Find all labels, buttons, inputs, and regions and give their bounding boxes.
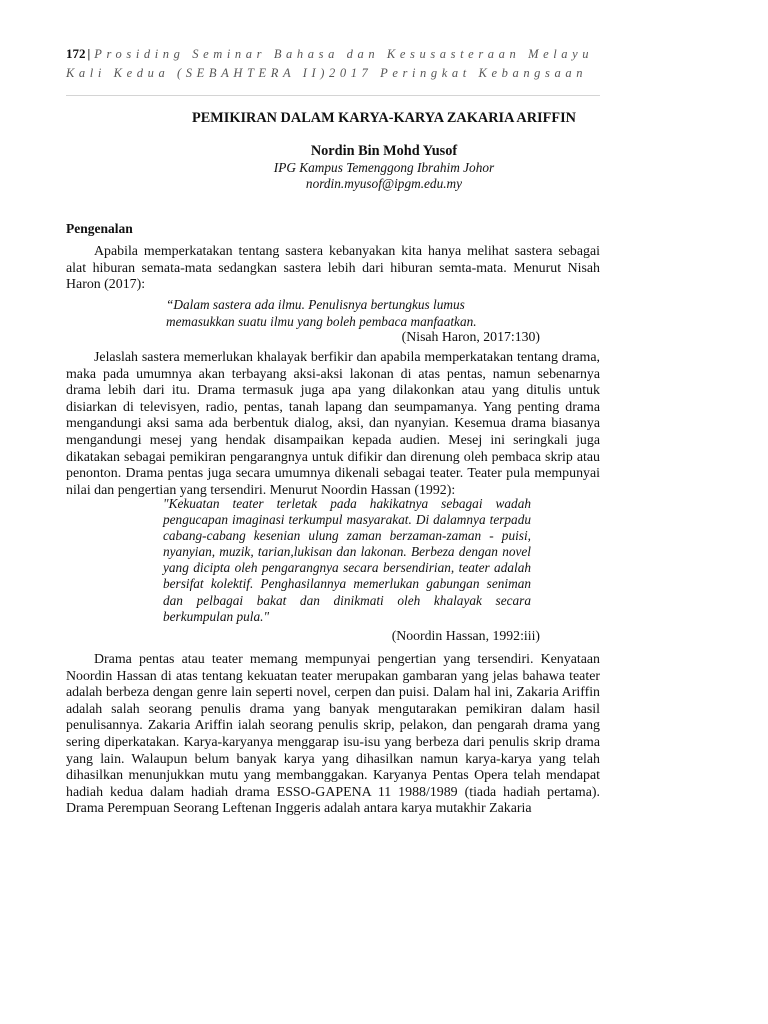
block-quote-2: "Kekuatan teater terletak pada hakikatnya sebagai wadah pengucapan imaginasi terkumpul masyarakat. Di dalamnya terpadu cabang-cabang kesenian ulung zaman berzaman-zaman - puisi, nyanyian, muzik, tarian,lukisan dan lakonan. Berbeza dengan novel yang dicipta oleh pengarangnya secara bersendirian, teater adalah bersifat kolektif. Penghasilannya memerlukan gabungan seniman dan pelbagai bakat dan dinikmati oleh khalayak secara berkumpulan pula." (163, 496, 531, 624)
citation-1: (Nisah Haron, 2017:130) (401, 329, 540, 344)
running-header-line1 (66, 44, 606, 64)
author-email: nordin.myusof@ipgm.edu.my (305, 176, 463, 191)
page-number: 172 (66, 46, 86, 61)
header-separator: | (87, 47, 91, 61)
running-header (66, 44, 606, 83)
header-divider (66, 95, 600, 96)
paragraph-1: Apabila memperkatakan tentang sastera kebanyakan kita hanya melihat sastera sebagai alat hiburan semata-mata sedangkan sastera lebih dari hiburan semta-mata. Menurut Nisah Haron (2017): (66, 244, 600, 293)
author-affiliation: IPG Kampus Temenggong Ibrahim Johor (273, 160, 495, 175)
running-header-text1: Prosiding Seminar Bahasa dan Kesusasteraan Melayu (94, 47, 594, 61)
paper-title: PEMIKIRAN DALAM KARYA-KARYA ZAKARIA ARIFFIN (192, 110, 576, 126)
paragraph-3: Drama pentas atau teater memang mempunyai pengertian yang tersendiri. Kenyataan Noordin Hassan di atas tentang kekuatan teater merupakan gambaran yang jelas bahawa teater adalah berbeza dengan genre lain seperti novel, cerpen dan puisi. Dalam hal ini, Zakaria Ariffin adalah salah seorang penulis drama yang banyak mengutarakan pemikiran dalam hasil penulisannya. Zakaria Ariffin ialah seorang penulis skrip, pelakon, dan pengarah drama yang sering diperkatakan. Karya-karyanya menggarap isu-isu yang berbeza dari penulis skrip drama yang lain. Walaupun belum banyak karya yang dihasilkan namun karya-karya yang telah dihasilkan menunjukkan mutu yang membanggakan. Karyanya Pentas Opera telah mendapat hadiah kedua dalam hadiah drama ESSO-GAPENA 11 1988/1989 (tiada hadiah pertama). Drama Perempuan Seorang Leftenan Inggeris adalah antara karya mutakhir Zakaria (66, 652, 600, 817)
author-name: Nordin Bin Mohd Yusof (310, 143, 458, 159)
citation-2: (Noordin Hassan, 1992:iii) (391, 628, 540, 643)
paragraph-2: Jelaslah sastera memerlukan khalayak berfikir dan apabila memperkatakan tentang drama, maka pada umumnya akan terbayang aksi-aksi lakonan di atas pentas, namun sebenarnya drama lebih dari itu. Drama termasuk juga apa yang dilakonkan atau yang ditulis untuk disiarkan di televisyen, radio, pentas, tanah lapang dan seumpamanya. Yang penting drama mengandungi aksi sama ada berbentuk dialog, aksi, dan nyanyian. Kesemua drama biasanya mengandungi mesej yang hendak disampaikan kepada audien. Mesej ini seringkali juga dikatakan sebagai pemikiran pengarangnya untuk difikir dan direnung oleh pembaca skrip atau penonton. Drama pentas juga secara umumnya dikenali sebagai teater. Teater pula mempunyai nilai dan pengertian yang tersendiri. Menurut Noordin Hassan (1992): (66, 350, 600, 498)
section-heading: Pengenalan (66, 221, 133, 236)
quote-1-line-1: “Dalam sastera ada ilmu. Penulisnya bertungkus lumus (166, 297, 465, 312)
running-header-line2: Kali Kedua (SEBAHTERA II)2017 Peringkat Kebangsaan (66, 66, 588, 80)
quote-1-line-2: memasukkan suatu ilmu yang boleh pembaca manfaatkan. (166, 314, 477, 329)
